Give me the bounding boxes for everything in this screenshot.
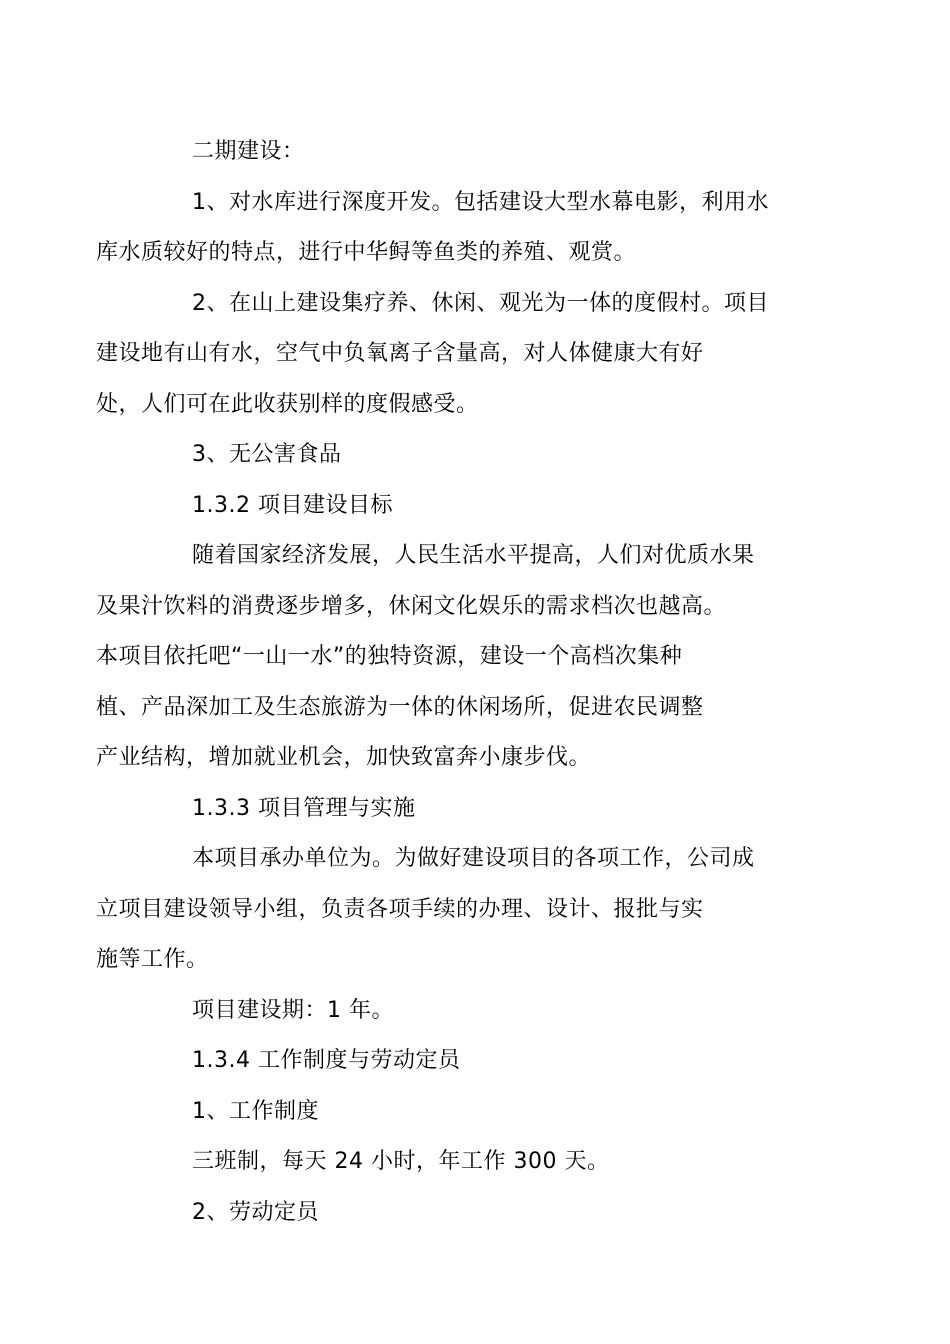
document-body bbox=[96, 127, 808, 1238]
paragraph bbox=[144, 1188, 808, 1239]
paragraph bbox=[144, 1137, 808, 1188]
text-line: 本项目承办单位为。为做好建设项目的各项工作，公司成 bbox=[192, 846, 755, 871]
text-line: 三班制，每天 24 小时，年工作 300 天。 bbox=[192, 1149, 610, 1174]
text-line: 植、产品深加工及生态旅游为一体的休闲场所，促进农民调整 bbox=[96, 694, 704, 720]
paragraph bbox=[144, 127, 808, 178]
text-line: 2、劳动定员 bbox=[192, 1199, 319, 1225]
paragraph bbox=[96, 178, 808, 279]
text-line: 本项目依托吧“一山一水”的独特资源，建设一个高档次集种 bbox=[96, 644, 683, 669]
text-line: 1.3.4 工作制度与劳动定员 bbox=[192, 1048, 461, 1073]
text-line: 项目建设期：1 年。 bbox=[192, 997, 394, 1023]
paragraph bbox=[96, 834, 808, 986]
text-line: 库水质较好的特点，进行中华鲟等鱼类的养殖、观赏。 bbox=[96, 240, 637, 265]
text-line: 随着国家经济发展，人民生活水平提高，人们对优质水果 bbox=[192, 543, 755, 568]
paragraph bbox=[144, 1087, 808, 1138]
section-heading bbox=[144, 1036, 808, 1087]
paragraph bbox=[144, 986, 808, 1037]
text-line: 二期建设： bbox=[192, 139, 305, 164]
text-line: 3、无公害食品 bbox=[192, 442, 342, 467]
text-line: 2、在山上建设集疗养、休闲、观光为一体的度假村。项目 bbox=[192, 290, 769, 316]
text-line: 1、对水库进行深度开发。包括建设大型水幕电影，利用水 bbox=[192, 189, 769, 215]
text-line: 1.3.2 项目建设目标 bbox=[192, 492, 393, 518]
paragraph bbox=[96, 531, 808, 784]
paragraph bbox=[96, 279, 808, 431]
section-heading bbox=[144, 481, 808, 532]
text-line: 及果汁饮料的消费逐步增多，休闲文化娱乐的需求档次也越高。 bbox=[96, 593, 727, 619]
section-heading bbox=[144, 784, 808, 835]
text-line: 产业结构，增加就业机会，加快致富奔小康步伐。 bbox=[96, 745, 592, 770]
text-line: 立项目建设领导小组，负责各项手续的办理、设计、报批与实 bbox=[96, 896, 704, 922]
text-line: 处，人们可在此收获别样的度假感受。 bbox=[96, 391, 479, 417]
text-line: 建设地有山有水，空气中负氧离子含量高，对人体健康大有好 bbox=[96, 341, 704, 366]
text-line: 施等工作。 bbox=[96, 947, 209, 972]
text-line: 1.3.3 项目管理与实施 bbox=[192, 795, 416, 821]
paragraph bbox=[144, 430, 808, 481]
text-line: 1、工作制度 bbox=[192, 1098, 319, 1124]
